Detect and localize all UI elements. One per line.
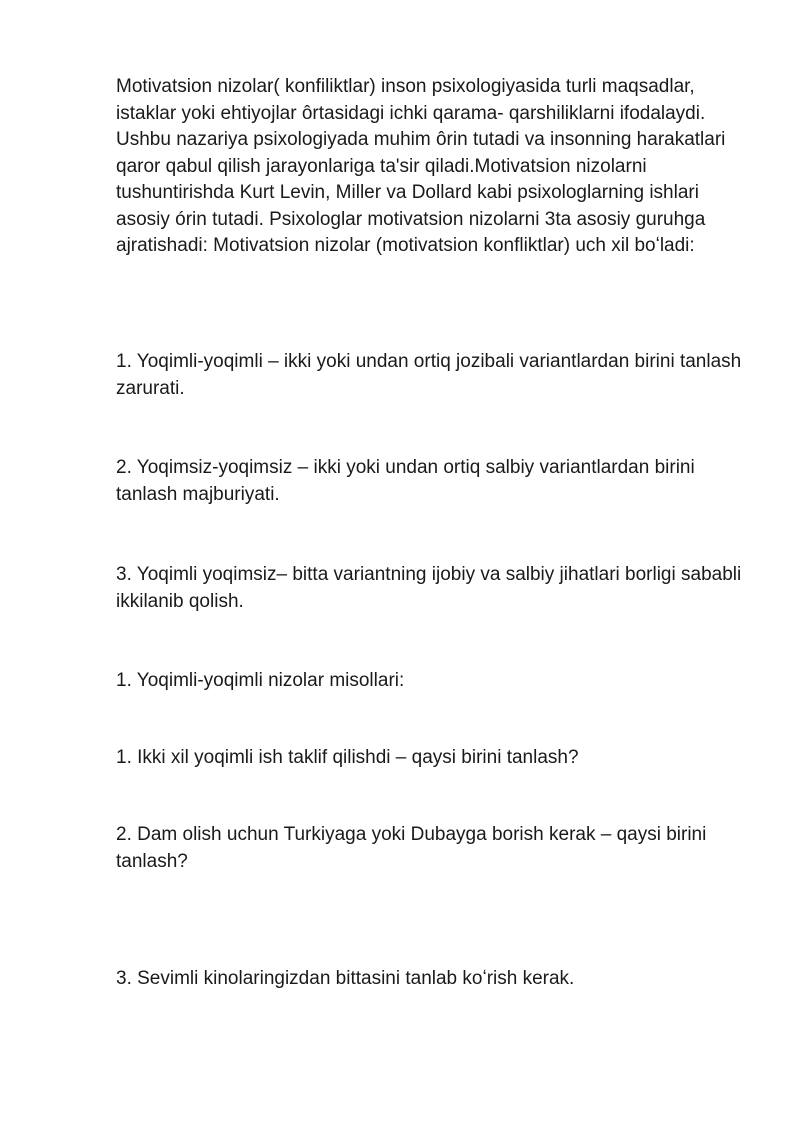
example-item-2: 2. Dam olish uchun Turkiyaga yoki Dubayga borish kerak – qaysi birini tanlash? [116, 824, 707, 872]
intro-paragraph: Motivatsion nizolar( konfiliktlar) inson psixologiyasida turli maqsadlar, istaklar yoki ehtiyojlar ôrtasidagi ichki qarama- qarshiliklarni ifodalaydi. Ushbu nazariya psixologiyada muhim ôrin tutadi va insonning harakatlari qaror qabul qilish jarayonlariga ta'sir qiladi.Motivatsion nizolarni tushuntirishda Kurt Levin, Miller va Dollard kabi psixologlarning ishlari asosiy órin tutadi. Psixologlar motivatsion nizolarni 3ta asosiy guruhga ajratishadi: Motivatsion nizolar (motivatsion konfliktlar) uch xil boʻladi: [116, 76, 726, 256]
conflict-type-item-2: 2. Yoqimsiz-yoqimsiz – ikki yoki undan ortiq salbiy variantlardan birini tanlash majburiyati. [116, 457, 695, 505]
example-item-1: 1. Ikki xil yoqimli ish taklif qilishdi – qaysi birini tanlash? [116, 747, 579, 768]
examples-heading: 1. Yoqimli-yoqimli nizolar misollari: [116, 670, 405, 691]
example-item-3: 3. Sevimli kinolaringizdan bittasini tanlab koʻrish kerak. [116, 968, 575, 989]
conflict-type-item-3: 3. Yoqimli yoqimsiz– bitta variantning ijobiy va salbiy jihatlari borligi sababli ikkilanib qolish. [116, 564, 742, 612]
conflict-type-item-1: 1. Yoqimli-yoqimli – ikki yoki undan ortiq jozibali variantlardan birini tanlash zarurati. [116, 351, 742, 399]
